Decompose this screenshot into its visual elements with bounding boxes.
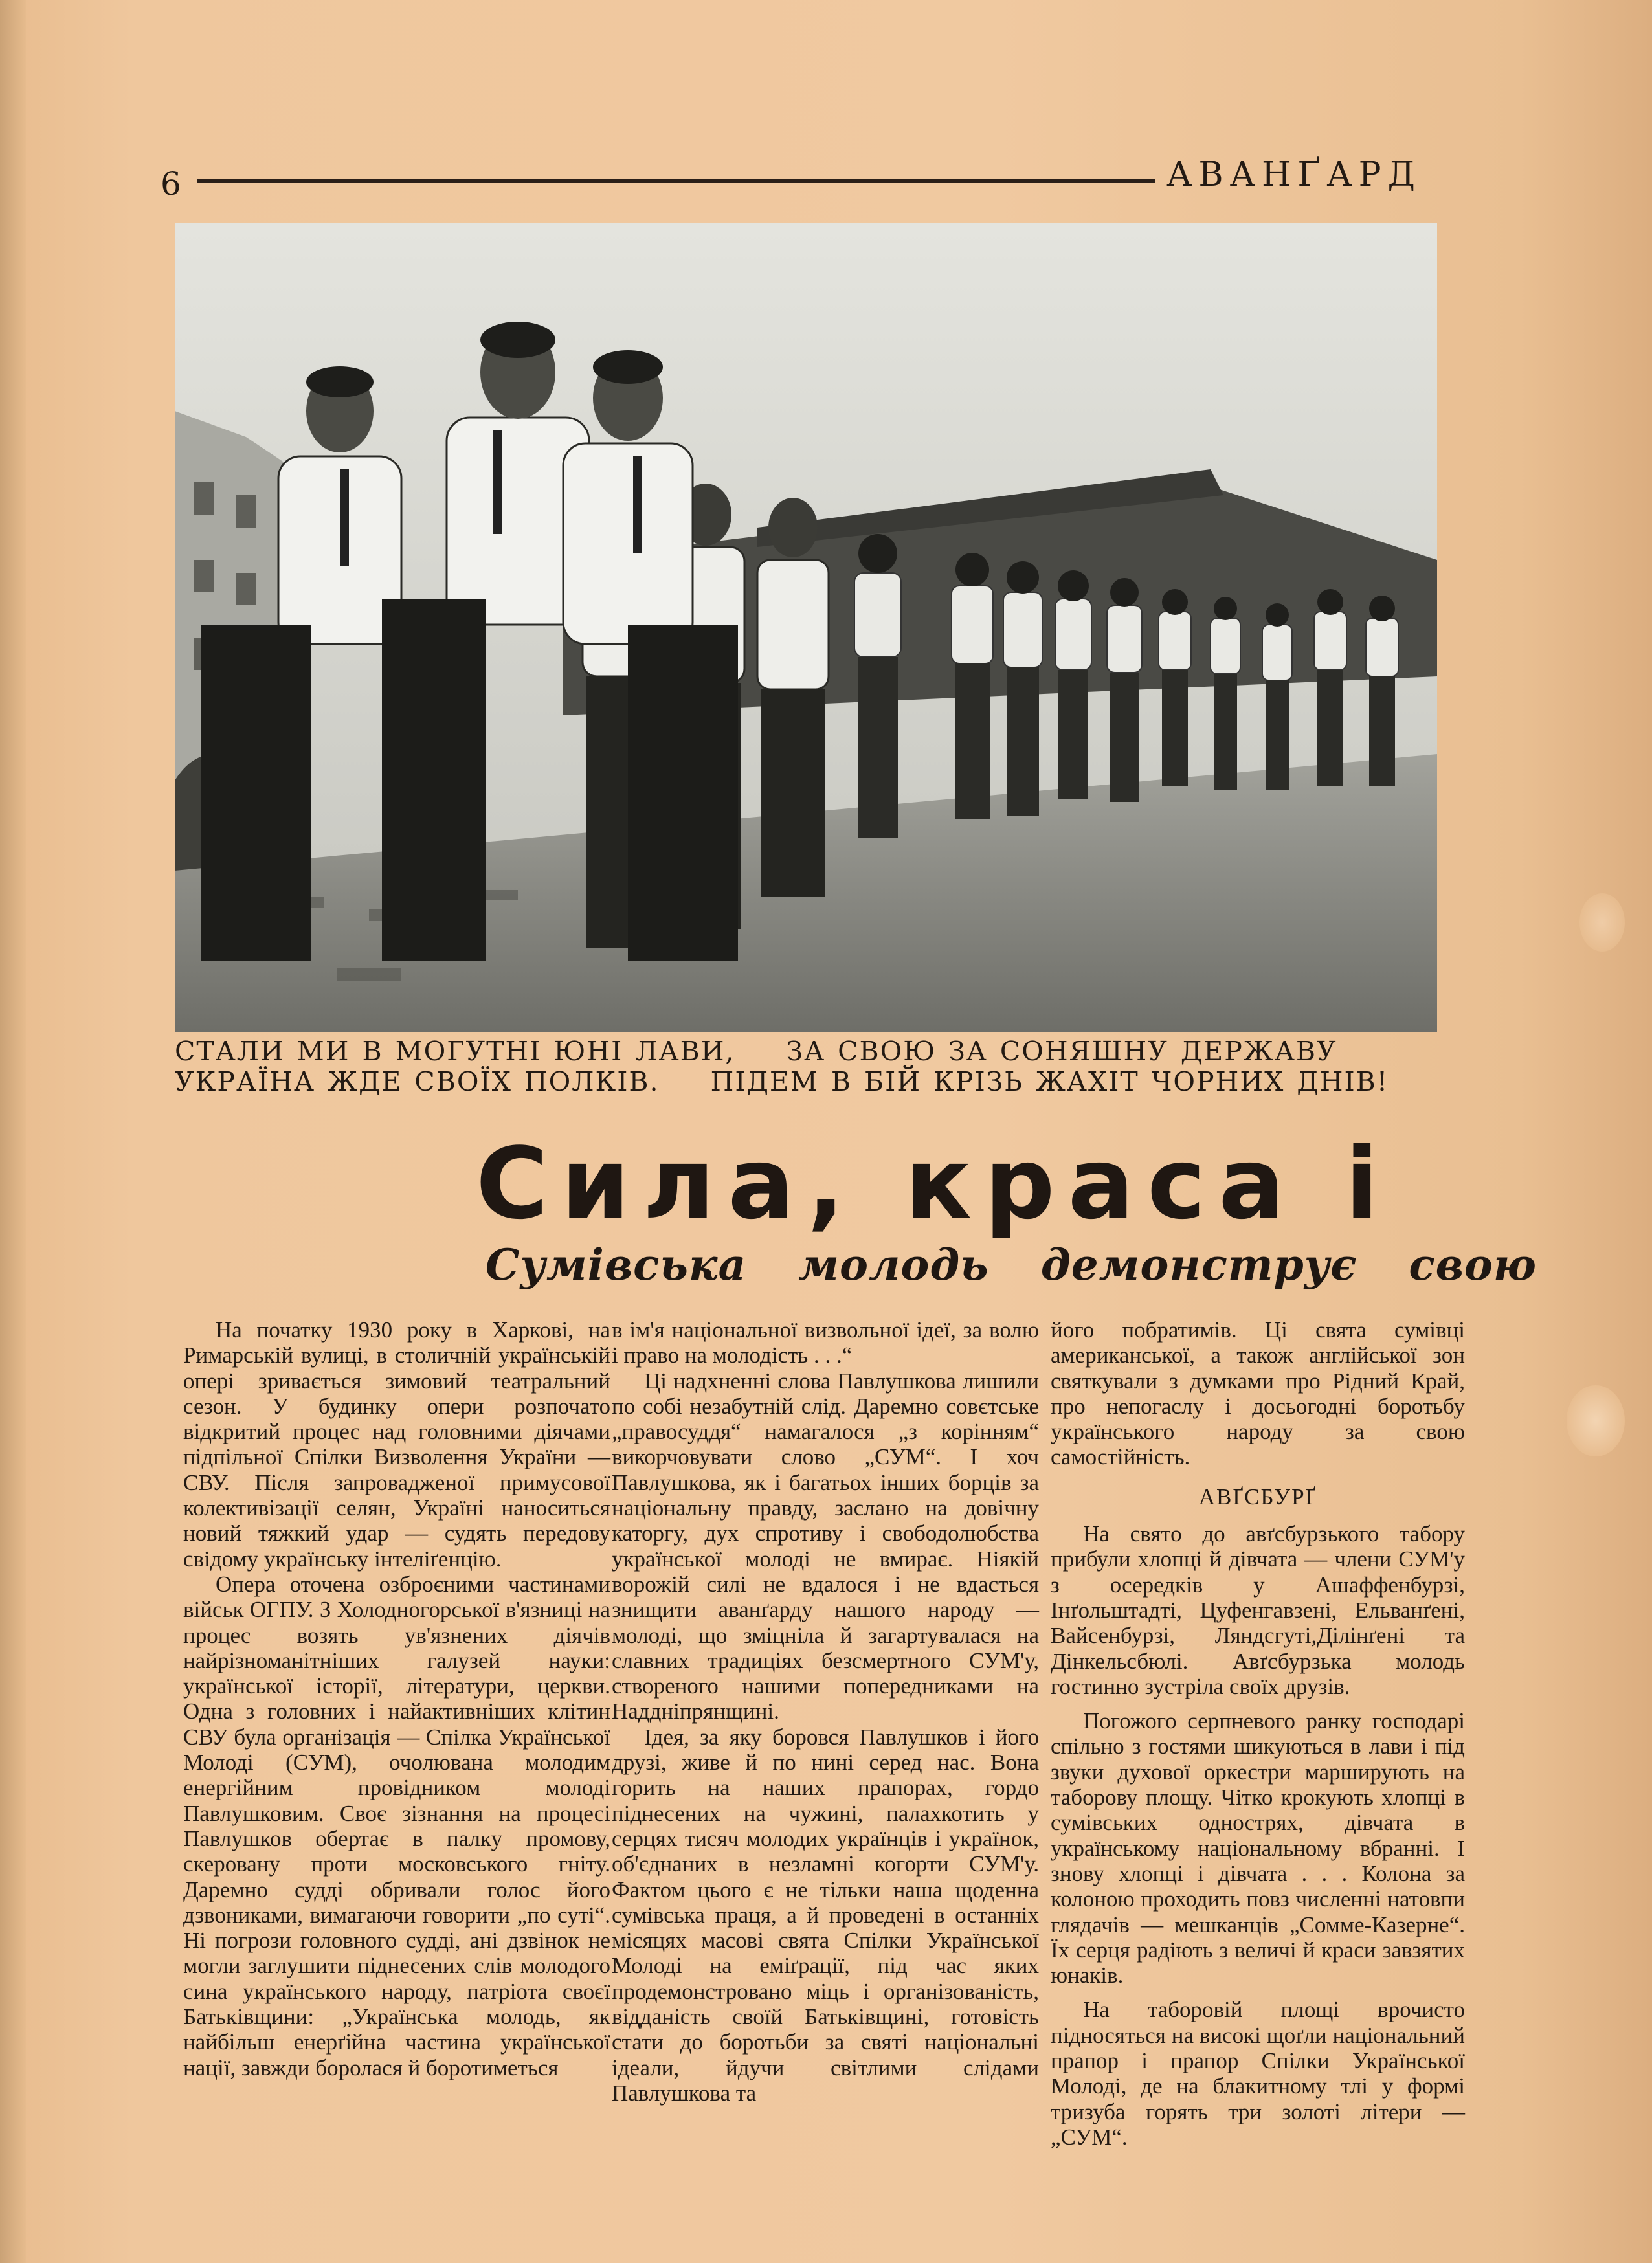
article-title: Сила, краса і [476,1126,1392,1241]
paragraph: в ім'я національної визвольної ідеї, за волю і право на молодість . . .“ [612,1317,1039,1368]
paragraph: Ці надхненні слова Павлушкова лишили по собі незабутній слід. Даремно совєтське „правосуддя“ намагалося „з корінням“ викорчовувати слово „СУМ“. І хоч Павлушкова, як і багатьох інших борців за національну правду, заслано на довічну каторгу, дух спротиву і свободолюбства української молоді не вмирає. Ніякій ворожій силі не вдалося і не вдасться знищити аванґарду нашого народу — молоді, що зміцніла й загартувалася на славних традиціях безсмертного СУМ'у, створеного нашими попередниками на Наддніпрянщині. [612,1368,1039,1724]
magazine-title: АВАНҐАРД [1166,155,1422,194]
paragraph: його побратимів. Ці свята сумівці американської, а також англійської зон святкували з думками про Рідний Край, про непогаслу і досьогодні боротьбу українського народу за свою самостійність. [1051,1317,1465,1470]
photo-caption-line-1 [175,1036,1444,1067]
caption-text: СТАЛИ МИ В МОГУТНІ ЮНІ ЛАВИ, [175,1036,735,1067]
paper-stain [1579,893,1625,952]
photo-caption-line-2 [175,1066,1444,1097]
paragraph: Опера оточена озброєними частинами військ ОГПУ. З Холодногорської в'язниці на процес возять ув'язнених діячів найрізноманітніших галузей науки: української історії, літератури, церкви. Одна з головних і найактивніших клітин СВУ була організація — Спілка Української Молоді (СУМ), очолювана молодим енергійним провідником молоді Павлушковим. Своє зізнання на процесі Павлушков обертає в палку промову, скеровану проти московського гніту. Даремно судді обривали голос його дзвониками, вимагаючи говорити „по суті“. Ні погрози головного судді, ані дзвінок не могли заглушити піднесених слів молодого сина українського народу, патріота своєї Батьківщини: „Українська молодь, як найбільш енерґійна частина української нації, завжди боролася й боротиметься [183,1571,610,2080]
caption-text: ПІДЕМ В БІЙ КРІЗЬ ЖАХІТ ЧОРНИХ ДНІВ! [710,1066,1389,1097]
page-number: 6 [161,165,181,203]
paragraph: На таборовій площі врочисто підносяться на високі щоґли національний прапор і прапор Спілки Української Молоді, де на блакитному тлі у формі тризуба горять три золоті літери — „СУМ“. [1051,1997,1465,2150]
marching-youth-photo [175,223,1437,1032]
article-column-2 [612,1317,1039,2106]
paragraph: Погожого серпневого ранку господарі спільно з гостями шикуються в лави і під звуки духової оркестри марширують на таборову площу. Чітко крокують хлопці в сумівських однострях, дівчата в українському національному вбранні. І знову хлопці і дівчата . . . Колона за колоною проходить повз численні натовпи глядачів — мешканців „Сомме-Казерне“. Їх серця радіють з величі й краси завзятих юнаків. [1051,1708,1465,1989]
article-column-1 [183,1317,610,2080]
paragraph: Ідея, за яку боровся Павлушков і його друзі, живе й по нині серед нас. Вона горить на наших прапорах, гордо піднесених на чужині, палахкотить у серцях тисяч молодих українців і українок, об'єднаних в незламні когорти СУМ'у. Фактом цього є не тільки наша щоденна сумівська праця, а й проведені в останніх місяцях масові свята Спілки Української Молоді на еміґрації, під час яких продемонстровано міць і організованість, відданість своїй Батьківщині, готовість стати до боротьби за святі національні ідеали, йдучи світлими слідами Павлушкова та [612,1724,1039,2106]
caption-text: ЗА СВОЮ ЗА СОНЯШНУ ДЕРЖАВУ [786,1036,1337,1067]
section-heading: АВҐСБУРҐ [1198,1484,1317,1510]
paper-stain [1567,1385,1625,1456]
caption-text: УКРАЇНА ЖДЕ СВОЇХ ПОЛКІВ. [175,1066,660,1097]
article-subtitle: Сумівська молодь демонструє свою [486,1240,1537,1290]
paragraph: На початку 1930 року в Харкові, на Римарській вулиці, в столичній українській опері зривається зимовий театральний сезон. У будинку опери розпочато відкритий процес над головними діячами підпільної Спілки Визволення України — СВУ. Після запровадженої примусової колективізації селян, Україні наноситься новий тяжкий удар — судять передову свідому українську інтеліґенцію. [183,1317,610,1572]
paragraph: На свято до авґсбурзького табору прибули хлопці й дівчата — члени СУМ'у з осередків у Ашаффенбурзі, Інґольштадті, Цуфенгавзені, Ельванґені, Вайсенбурзі, Ляндсгуті,Ділінґені та Дінкельсбюлі. Авґсбурзька молодь гостинно зустріла своїх друзів. [1051,1521,1465,1699]
page-spine-shadow [0,0,26,2263]
header-rule [197,179,1155,183]
article-column-3 [1051,1317,1465,2150]
